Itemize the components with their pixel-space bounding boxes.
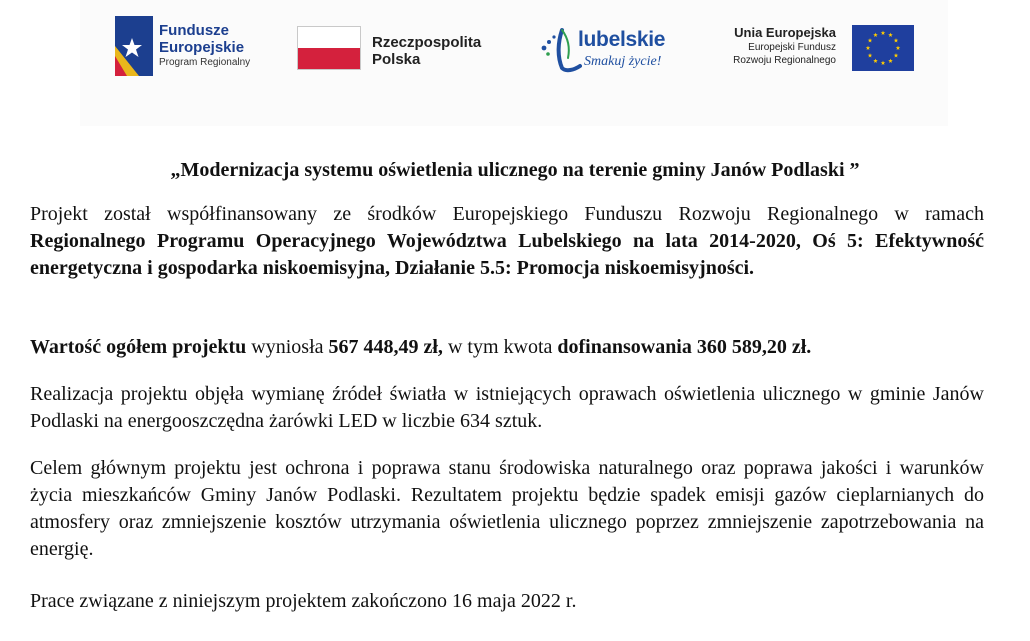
- unia-europejska-logo: [722, 24, 914, 74]
- eu-star: [873, 33, 878, 37]
- paragraph-goal: Celem głównym projektu jest ochrona i poprawa stanu środowiska naturalnego oraz poprawa jakości i warunków życia mieszkańców Gminy Janów Podlaski. Rezultatem projektu będzie spadek emisji gazów cieplarnianych do atmosfery oraz zmniejszenie kosztów utrzymania oświetlenia ulicznego poprzez zmniejszenie zapotrzebowania na energię.: [30, 457, 984, 560]
- paragraph-project-value: [30, 334, 984, 361]
- eu-star: [881, 61, 886, 65]
- ue-logo-line1: Unia Europejska: [734, 25, 836, 40]
- lubelskie-mark-icon: [538, 26, 582, 74]
- paragraph-cofinancing-intro: Projekt został współfinansowany ze środków Europejskiego Funduszu Rozwoju Regionalnego w ramach: [30, 203, 984, 225]
- eu-star: [888, 33, 893, 37]
- eu-star: [894, 53, 899, 57]
- eu-star: [868, 38, 873, 42]
- project-value-text2: w tym kwota: [442, 336, 558, 358]
- eu-star: [866, 46, 871, 50]
- lubelskie-logo-slogan: Smakuj życie!: [584, 54, 662, 69]
- paragraph-scope: Realizacja projektu objęła wymianę źródeł światła w istniejących oprawach oświetlenia ulicznego w gminie Janów Podlaski na energooszczędna żarówki LED w liczbie 634 sztuk.: [30, 383, 984, 432]
- project-value-text1: wyniosła: [246, 336, 329, 358]
- paragraph-cofinancing: [30, 201, 984, 282]
- eu-star: [894, 38, 899, 42]
- paragraph-cofinancing-program: Regionalnego Programu Operacyjnego Województwa Lubelskiego na lata 2014-2020, Oś 5: Efektywność energetyczna i gospodarka niskoemisyjna, Działanie 5.5: Promocja niskoemisyjności.: [30, 230, 984, 279]
- fe-logo-line3: Program Regionalny: [159, 57, 251, 68]
- project-value-amount: 567 448,49 zł,: [328, 336, 443, 358]
- lubelskie-logo-name: lubelskie: [578, 28, 666, 51]
- fe-logo-line2: Europejskie: [159, 39, 245, 56]
- eu-star: [868, 53, 873, 57]
- eu-star: [881, 31, 886, 35]
- project-value-label: Wartość ogółem projektu: [30, 336, 247, 358]
- rp-logo-line2: Polska: [372, 51, 421, 68]
- eu-star: [888, 59, 893, 63]
- rp-logo-line1: Rzeczpospolita: [372, 34, 482, 51]
- lubelskie-logo: [538, 24, 668, 76]
- eu-star: [896, 46, 901, 50]
- ue-logo-line3: Rozwoju Regionalnego: [733, 55, 836, 66]
- project-cofinancing-amount: dofinansowania 360 589,20 zł.: [557, 336, 812, 358]
- polish-flag-icon: [297, 26, 361, 70]
- fe-logo-line1: Fundusze: [159, 22, 229, 39]
- paragraph-completion: Prace związane z niniejszym projektem zakończono 16 maja 2022 r.: [30, 590, 577, 612]
- ue-logo-line2: Europejski Fundusz: [748, 42, 836, 53]
- eu-star: [873, 59, 878, 63]
- document-title: „Modernizacja systemu oświetlenia ulicznego na terenie gminy Janów Podlaski ”: [170, 159, 860, 181]
- eu-flag-icon: [852, 25, 914, 71]
- fundusze-europejskie-star-icon: [115, 16, 153, 76]
